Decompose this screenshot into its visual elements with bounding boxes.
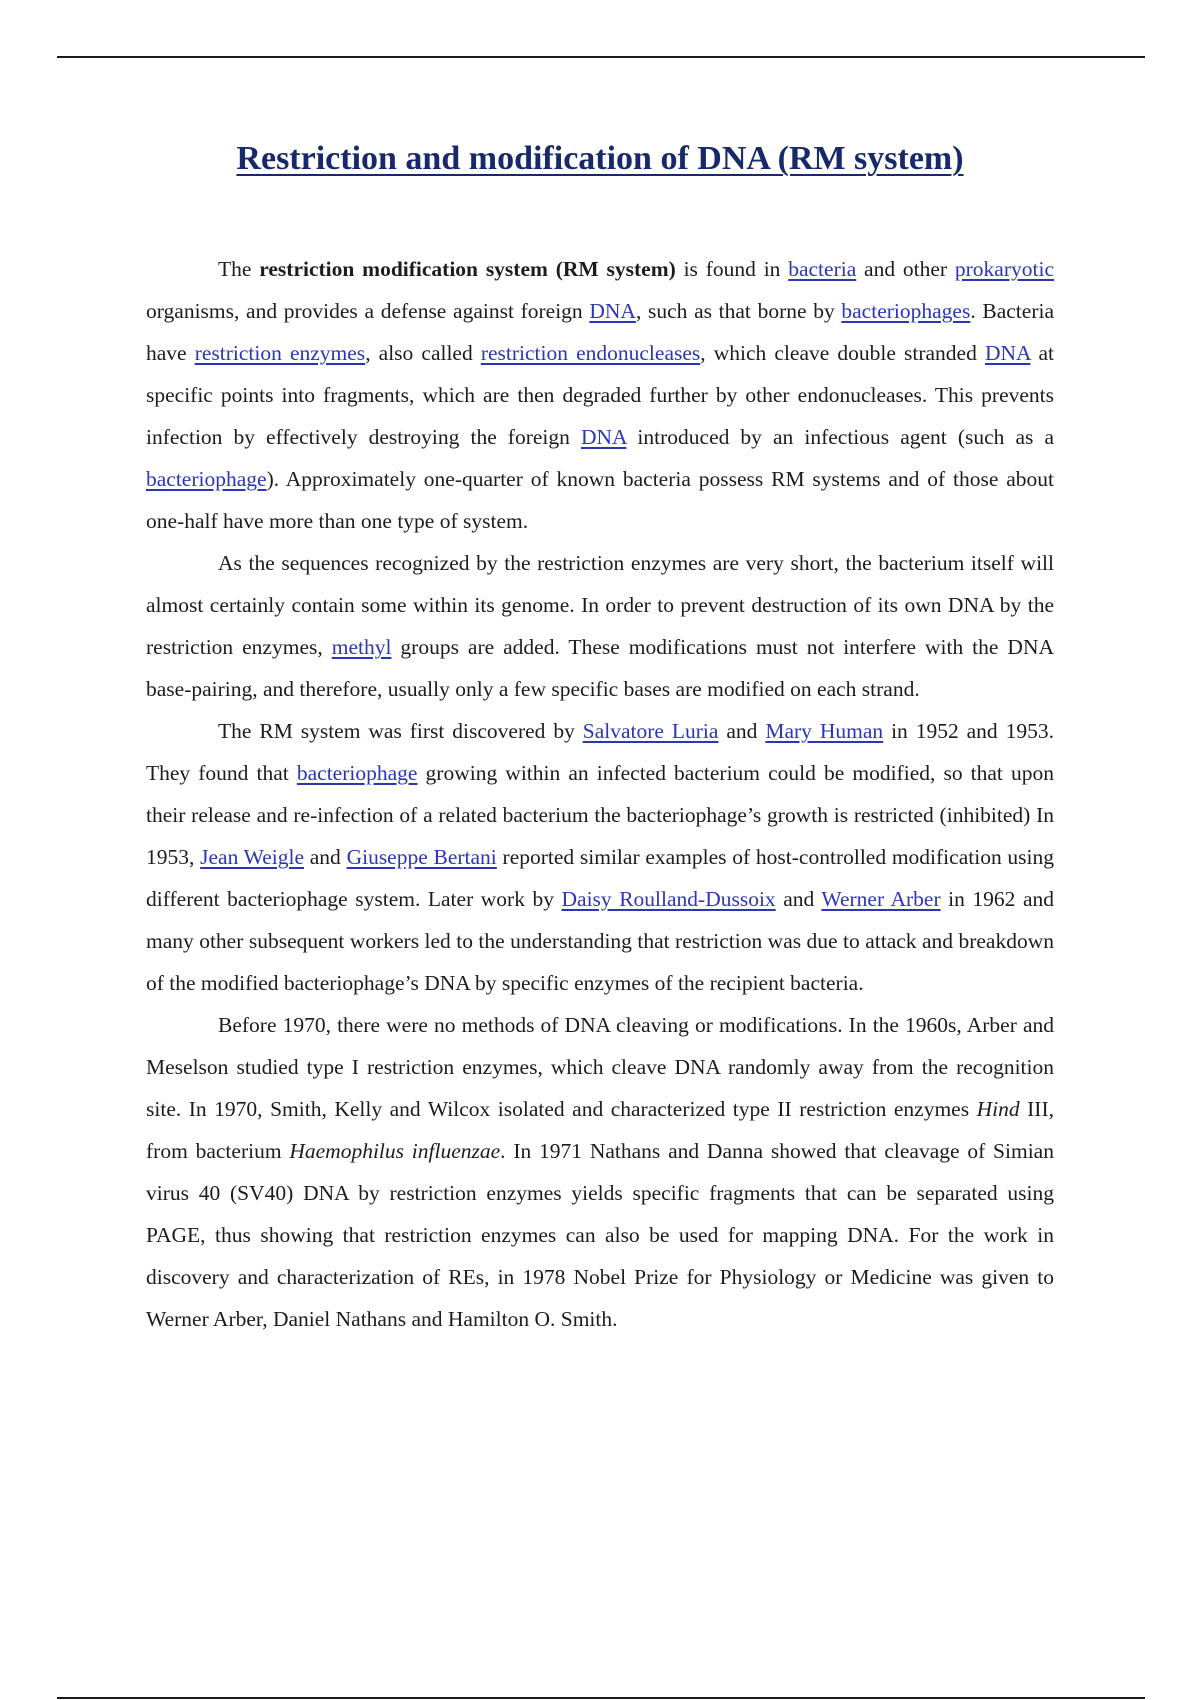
link-prokaryotic[interactable]: prokaryotic: [954, 257, 1054, 281]
text-run: and: [304, 845, 347, 869]
link-bacteriophages[interactable]: bacteriophages: [841, 299, 971, 323]
top-rule: [57, 56, 1145, 58]
text-run: and: [775, 887, 822, 911]
text-run: ). Approximately one-quarter of known bacteria possess RM systems and of those about one-half have more than one type of system.: [146, 467, 1054, 533]
bottom-rule: [57, 1697, 1145, 1699]
link-bacteriophage[interactable]: bacteriophage: [296, 761, 418, 785]
link-bacteria[interactable]: bacteria: [788, 257, 857, 281]
link-dna[interactable]: DNA: [580, 425, 627, 449]
text-run: [548, 257, 556, 281]
link-restriction-enzymes[interactable]: restriction enzymes: [194, 341, 366, 365]
paragraph-1: [146, 248, 1054, 542]
text-run: in 1962 and many other subsequent workers led to the understanding that restriction was due to attack and breakdown of the modified bacteriophage’s DNA by specific enzymes of the recipient bacteria.: [146, 887, 1054, 995]
text-run: , also called: [365, 341, 481, 365]
text-run: , which cleave double stranded: [700, 341, 985, 365]
text-run: The: [218, 257, 260, 281]
link-giuseppe-bertani[interactable]: Giuseppe Bertani: [346, 845, 497, 869]
link-dna[interactable]: DNA: [589, 299, 636, 323]
link-werner-arber[interactable]: Werner Arber: [821, 887, 941, 911]
link-salvatore-luria[interactable]: Salvatore Luria: [582, 719, 719, 743]
link-bacteriophage[interactable]: bacteriophage: [146, 467, 267, 491]
italic-term: Haemophilus influenzae: [289, 1139, 501, 1163]
link-dna[interactable]: DNA: [984, 341, 1031, 365]
link-daisy-roulland-dussoix[interactable]: Daisy Roulland-Dussoix: [561, 887, 776, 911]
text-run: at specific points into fragments, which are then degraded further by other endonucleases. This prevents infection by effectively destroying the foreign: [146, 341, 1054, 449]
link-jean-weigle[interactable]: Jean Weigle: [200, 845, 305, 869]
bold-term: (RM system): [555, 257, 676, 281]
link-mary-human[interactable]: Mary Human: [765, 719, 884, 743]
text-run: . Bacteria have: [146, 299, 1054, 365]
text-run: The RM system was first discovered by: [218, 719, 583, 743]
link-methyl[interactable]: methyl: [331, 635, 392, 659]
text-run: growing within an infected bacterium could be modified, so that upon their release and re-infection of a related bacterium the bacteriophage’s growth is restricted (inhibited) In 1953,: [146, 761, 1055, 869]
text-run: groups are added. These modifications must not interfere with the DNA base-pairing, and therefore, usually only a few specific bases are modified on each strand.: [146, 635, 1054, 701]
text-run: . In 1971 Nathans and Danna showed that cleavage of Simian virus 40 (SV40) DNA by restriction enzymes yields specific fragments that can be separated using PAGE, thus showing that restriction enzymes can also be used for mapping DNA. For the work in discovery and characterization of REs, in 1978 Nobel Prize for Physiology or Medicine was given to Werner Arber, Daniel Nathans and Hamilton O. Smith.: [146, 1139, 1054, 1331]
page-title: Restriction and modification of DNA (RM system): [236, 140, 964, 177]
italic-term: Hind: [976, 1097, 1020, 1121]
bold-term: restriction modification system: [259, 257, 548, 281]
paragraph-3: [146, 710, 1054, 1004]
paragraph-4: [146, 1004, 1054, 1340]
text-run: III, from bacterium: [146, 1097, 1055, 1163]
document-body: [146, 248, 1054, 1340]
paragraph-2: [146, 542, 1054, 710]
text-run: in 1952 and 1953. They found that: [146, 719, 1054, 785]
text-run: is found in: [675, 257, 789, 281]
text-run: , such as that borne by: [635, 299, 842, 323]
text-run: As the sequences recognized by the restriction enzymes are very short, the bacterium itself will almost certainly contain some within its genome. In order to prevent destruction of its own DNA by the restriction enzymes,: [146, 551, 1054, 659]
link-restriction-endonucleases[interactable]: restriction endonucleases: [480, 341, 701, 365]
text-run: and other: [856, 257, 955, 281]
text-run: organisms, and provides a defense against foreign: [146, 299, 590, 323]
text-run: Before 1970, there were no methods of DNA cleaving or modifications. In the 1960s, Arber and Meselson studied type I restriction enzymes, which cleave DNA randomly away from the recognition site. In 1970, Smith, Kelly and Wilcox isolated and characterized type II restriction enzymes: [146, 1013, 1054, 1121]
text-run: reported similar examples of host-controlled modification using different bacteriophage system. Later work by: [146, 845, 1055, 911]
text-run: introduced by an infectious agent (such as a: [626, 425, 1054, 449]
text-run: and: [718, 719, 766, 743]
